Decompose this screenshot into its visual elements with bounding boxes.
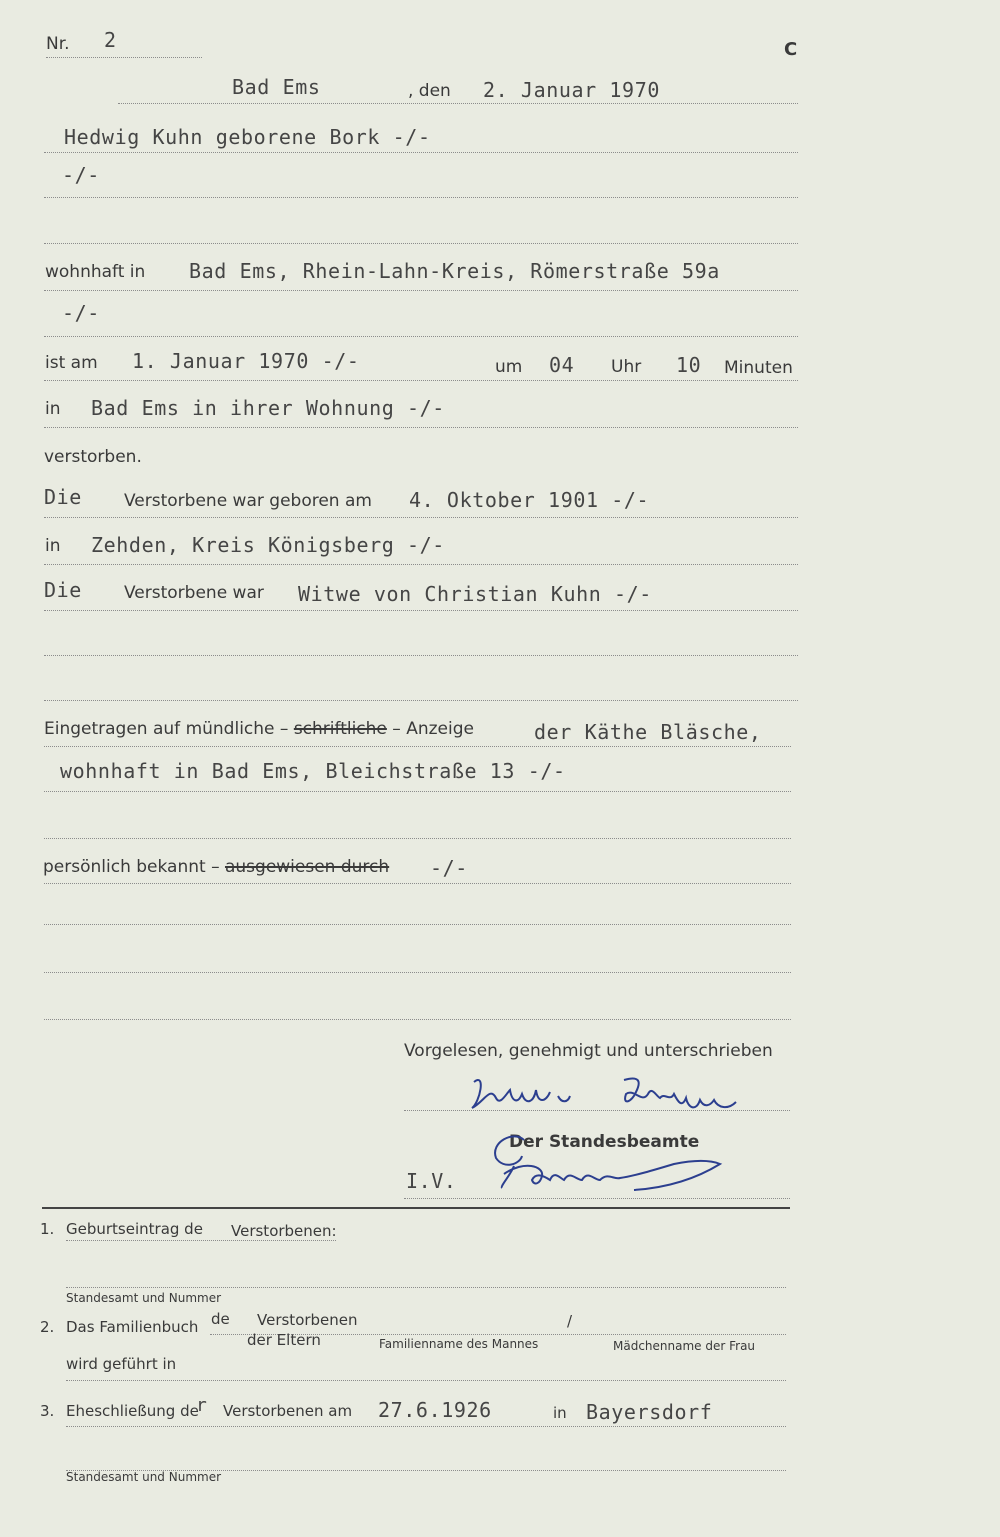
ehe-verstorbenen: Verstorbenen am: [223, 1402, 353, 1420]
marriage-place: Bayersdorf: [586, 1400, 713, 1424]
verstorben-label: verstorben.: [44, 447, 142, 467]
name-line2: [44, 197, 798, 198]
den-label: , den: [408, 81, 451, 101]
death-date-line: [44, 380, 798, 381]
geburt-suffix: Verstorbenen:: [231, 1222, 337, 1240]
note-number-2: 2.: [40, 1318, 55, 1336]
die-label: Die: [44, 485, 82, 509]
deceased-name: Hedwig Kuhn geborene Bork -/-: [64, 125, 431, 149]
uhr-label: Uhr: [611, 357, 642, 377]
familienbuch-slash: /: [567, 1312, 573, 1330]
identity-line3: [44, 972, 791, 973]
struck-written: schriftliche: [293, 719, 387, 739]
birth-date-line: [44, 517, 798, 518]
familienname-label: Familienname des Mannes: [379, 1337, 539, 1351]
informant-signature: [466, 1072, 766, 1122]
identity-line4: [44, 1019, 791, 1020]
struck-identified: ausgewiesen durch: [224, 857, 390, 877]
residence: Bad Ems, Rhein-Lahn-Kreis, Römerstraße 59a: [189, 259, 720, 283]
name-line: [44, 152, 798, 153]
status-line2: [44, 655, 798, 656]
read-approved-label: Vorgelesen, genehmigt und unterschrieben: [404, 1041, 773, 1061]
nr-line: [46, 57, 202, 58]
birth-place-line: [44, 564, 798, 565]
name-line2-value: -/-: [62, 163, 100, 187]
residence-line2: [44, 336, 798, 337]
geburt-line2: [66, 1287, 786, 1288]
death-place-line: [44, 427, 798, 428]
status-label: Verstorbene war: [124, 583, 264, 603]
death-date: 1. Januar 1970 -/-: [132, 349, 360, 373]
minuten-label: Minuten: [724, 358, 793, 378]
date-line: [118, 103, 798, 104]
name-line3: [44, 243, 798, 244]
identity-value: -/-: [430, 856, 468, 880]
death-hour: 04: [549, 353, 575, 377]
familienbuch-label: Das Familienbuch: [66, 1318, 199, 1336]
section-divider: [42, 1207, 790, 1209]
maedchenname-label: Mädchenname der Frau: [613, 1339, 756, 1353]
born-label: Verstorbene war geboren am: [124, 491, 372, 511]
place: Bad Ems: [232, 75, 321, 99]
standesamt-label: Standesamt und Nummer: [66, 1291, 222, 1305]
official-signature: [484, 1120, 734, 1200]
identity-label: persönlich bekannt – ausgewiesen durch: [43, 857, 390, 877]
ehe-line: [66, 1426, 786, 1427]
official-title: Der Standesbeamte: [509, 1132, 700, 1152]
registration-label: Eingetragen auf mündliche – schriftliche – Anzeige: [44, 719, 474, 739]
residence-label: wohnhaft in: [45, 262, 146, 282]
die-label-2: Die: [44, 578, 82, 602]
note-number-1: 1.: [40, 1220, 55, 1238]
signature-line-2: [404, 1198, 790, 1199]
informant-line3: [44, 838, 791, 839]
death-place: Bad Ems in ihrer Wohnung -/-: [91, 396, 445, 420]
in-label-2: in: [45, 536, 61, 556]
death-minutes: 10: [676, 353, 702, 377]
familienbuch-de: de: [211, 1310, 230, 1328]
ehe-in: in: [553, 1404, 567, 1422]
um-label: um: [495, 357, 523, 377]
in-label: in: [45, 399, 61, 419]
birth-place: Zehden, Kreis Königsberg -/-: [91, 533, 445, 557]
died-label: ist am: [45, 353, 98, 373]
identity-line2: [44, 924, 791, 925]
geburt-label: Geburtseintrag de: [66, 1220, 203, 1238]
status-line3: [44, 700, 798, 701]
note-number-3: 3.: [40, 1402, 55, 1420]
marital-status: Witwe von Christian Kuhn -/-: [298, 582, 652, 606]
signature-line-1: [404, 1110, 790, 1111]
gefuehrt-label: wird geführt in: [66, 1355, 177, 1373]
residence-line: [44, 290, 798, 291]
marriage-date: 27.6.1926: [378, 1398, 492, 1422]
familienbuch-eltern: der Eltern: [247, 1331, 321, 1349]
residence-line2-value: -/-: [62, 301, 100, 325]
geburt-line: [66, 1240, 336, 1241]
informant-line2: [44, 791, 791, 792]
iv-label: I.V.: [406, 1169, 457, 1193]
familienbuch-verstorbenen: Verstorbenen: [257, 1311, 358, 1329]
ehe-label: Eheschließung de: [66, 1402, 199, 1420]
identity-line: [44, 883, 791, 884]
informant-address: wohnhaft in Bad Ems, Bleichstraße 13 -/-: [60, 759, 566, 783]
certificate-date: 2. Januar 1970: [483, 78, 660, 102]
birth-date: 4. Oktober 1901 -/-: [409, 488, 650, 512]
informant-line: [44, 746, 791, 747]
status-line: [44, 610, 798, 611]
ehe-sup: r: [196, 1395, 208, 1416]
standesamt-label-2: Standesamt und Nummer: [66, 1470, 222, 1484]
nr-label: Nr.: [46, 34, 70, 54]
gefuehrt-line: [66, 1380, 786, 1381]
informant: der Käthe Bläsche,: [534, 720, 762, 744]
nr-value: 2: [104, 28, 117, 52]
corner-letter: C: [784, 39, 798, 60]
